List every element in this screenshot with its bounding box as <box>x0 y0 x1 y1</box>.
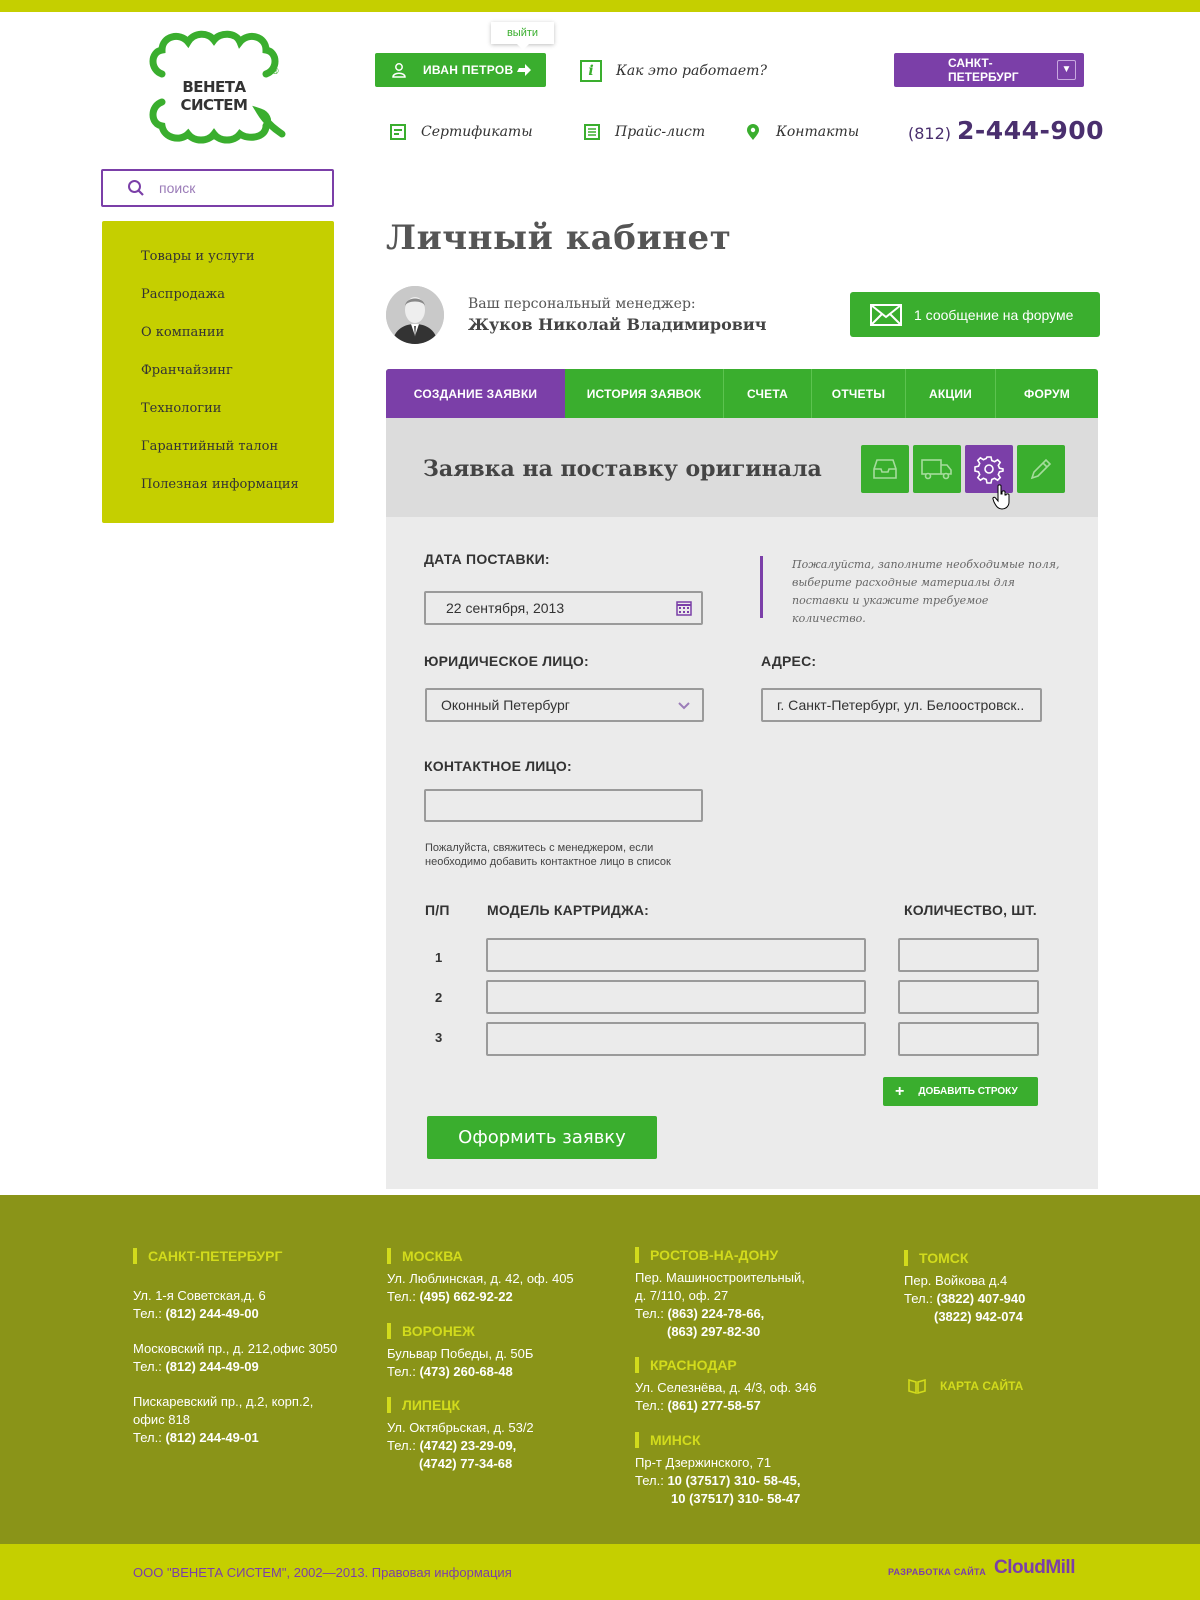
calendar-icon[interactable] <box>676 600 692 616</box>
tab-promotions[interactable]: АКЦИИ <box>906 369 996 418</box>
footer-city-rostov <box>635 1247 805 1341</box>
city-title: МОСКВА <box>387 1248 574 1264</box>
city-title: ЛИПЕЦК <box>387 1397 534 1413</box>
gear-icon <box>974 454 1004 484</box>
user-account-button[interactable] <box>375 53 546 87</box>
nav-label: Прайс-лист <box>615 124 706 140</box>
address-value: г. Санкт-Петербург, ул. Белоостровск.. <box>777 697 1025 713</box>
city-title: САНКТ-ПЕТЕРБУРГ <box>133 1248 337 1264</box>
quantity-input[interactable] <box>898 980 1039 1014</box>
tel-prefix: Тел.: <box>133 1430 162 1445</box>
manager-avatar <box>386 286 444 344</box>
tel-prefix: Тел.: <box>635 1473 664 1488</box>
price-list-icon <box>583 123 601 141</box>
tab-create-order[interactable]: СОЗДАНИЕ ЗАЯВКИ <box>386 369 565 418</box>
tel-number: (812) 244-49-00 <box>165 1306 259 1321</box>
cartridge-model-input[interactable] <box>486 938 866 972</box>
quantity-input-2[interactable] <box>920 989 1037 1005</box>
tel-prefix: Тел.: <box>133 1306 162 1321</box>
envelope-icon <box>870 304 902 326</box>
copyright-legal-link[interactable]: ООО "ВЕНЕТА СИСТЕМ", 2002—2013. Правовая информация <box>133 1565 512 1580</box>
nav-label: Контакты <box>776 124 860 140</box>
phone-code: (812) <box>908 124 952 143</box>
nav-certificates[interactable] <box>389 120 533 144</box>
certificate-icon <box>389 123 407 141</box>
logout-tooltip-button[interactable]: выйти <box>491 22 554 44</box>
office-address <box>133 1393 337 1447</box>
office-address <box>133 1340 337 1376</box>
row-number: 1 <box>435 950 443 965</box>
address-line: д. 7/110, оф. 27 <box>635 1288 729 1303</box>
sidebar-item-sale[interactable]: Распродажа <box>141 287 226 302</box>
tel-prefix: Тел.: <box>904 1291 933 1306</box>
manager-label: Ваш персональный менеджер: <box>468 296 696 312</box>
city-title: РОСТОВ-НА-ДОНУ <box>635 1247 805 1263</box>
delivery-date-field[interactable] <box>424 591 703 625</box>
nav-contacts[interactable] <box>744 120 859 144</box>
manager-name: Жуков Николай Владимирович <box>468 315 767 334</box>
tel-number: 10 (37517) 310- 58-45, <box>667 1473 801 1488</box>
tel-number: (4742) 23-29-09, <box>419 1438 517 1453</box>
city-title: МИНСК <box>635 1432 800 1448</box>
edit-button[interactable] <box>1017 445 1065 493</box>
city-selector[interactable] <box>894 53 1084 87</box>
forum-messages-button[interactable] <box>850 292 1100 337</box>
plus-icon: + <box>895 1082 905 1100</box>
add-row-button[interactable] <box>883 1077 1038 1106</box>
developer-label: РАЗРАБОТКА САЙТА <box>888 1567 986 1577</box>
location-pin-icon <box>744 123 762 141</box>
logout-arrow-icon <box>516 63 532 77</box>
address-line: Ул. 1-я Советская,д. 6 <box>133 1288 266 1303</box>
legal-entity-select[interactable] <box>425 688 704 722</box>
tel-prefix: Тел.: <box>635 1398 664 1413</box>
sidebar-item-about[interactable]: О компании <box>141 325 225 340</box>
quantity-input[interactable] <box>898 938 1039 972</box>
row-number: 3 <box>435 1030 443 1045</box>
address-field[interactable] <box>761 688 1042 722</box>
inbox-icon <box>871 457 899 481</box>
add-row-label: ДОБАВИТЬ СТРОКУ <box>918 1086 1018 1097</box>
contact-person-field[interactable] <box>424 789 703 822</box>
tel-number: (495) 662-92-22 <box>419 1289 513 1304</box>
phone-number: 2-444-900 <box>957 116 1105 145</box>
city-name: САНКТ-ПЕТЕРБУРГ <box>948 56 1019 84</box>
footer-city-moscow <box>387 1248 574 1306</box>
page-title: Личный кабинет <box>386 218 732 258</box>
contact-person-input[interactable] <box>446 798 701 814</box>
logo[interactable] <box>148 30 286 144</box>
contact-note: Пожалуйста, свяжитесь с менеджером, если необходимо добавить контактное лицо в список <box>425 842 671 868</box>
tel-number: (812) 244-49-09 <box>165 1359 259 1374</box>
nav-label: Сертификаты <box>421 124 533 140</box>
quantity-input-3[interactable] <box>920 1031 1037 1047</box>
footer-city-lipetsk <box>387 1397 534 1473</box>
column-quantity-header: КОЛИЧЕСТВО, ШТ. <box>904 902 1037 918</box>
tel-number: (3822) 942-074 <box>934 1309 1023 1324</box>
address-line: Ул. Октябрьская, д. 53/2 <box>387 1420 534 1435</box>
search-icon <box>127 179 145 197</box>
cartridge-model-input[interactable] <box>486 1022 866 1056</box>
tab-reports[interactable]: ОТЧЕТЫ <box>812 369 906 418</box>
city-title: КРАСНОДАР <box>635 1357 816 1373</box>
row-number: 2 <box>435 990 443 1005</box>
delivery-date-value: 22 сентября, 2013 <box>446 600 565 616</box>
delivery-date-label: ДАТА ПОСТАВКИ: <box>424 551 550 567</box>
search-input[interactable] <box>159 180 309 196</box>
delivery-button[interactable] <box>913 445 961 493</box>
cartridge-model-input-2[interactable] <box>508 989 864 1005</box>
address-line: Ул. Селезнёва, д. 4/3, оф. 346 <box>635 1380 817 1395</box>
legal-entity-label: ЮРИДИЧЕСКОЕ ЛИЦО: <box>424 653 589 669</box>
chevron-down-icon <box>678 702 690 710</box>
column-number-header: П/П <box>425 902 450 918</box>
book-icon <box>908 1378 926 1394</box>
address-line: Пискаревский пр., д.2, корп.2, <box>133 1394 314 1409</box>
info-icon: i <box>580 60 602 82</box>
tel-number: 10 (37517) 310- 58-47 <box>671 1491 801 1506</box>
tab-bar <box>386 369 1098 418</box>
forum-button-label: 1 сообщение на форуме <box>914 306 1074 323</box>
delivery-truck-icon <box>920 457 954 481</box>
tel-number: (4742) 77-34-68 <box>419 1456 513 1471</box>
tel-prefix: Тел.: <box>387 1289 416 1304</box>
tab-invoices[interactable]: СЧЕТА <box>724 369 812 418</box>
address-line: Пр-т Дзержинского, 71 <box>635 1455 772 1470</box>
tel-number: (3822) 407-940 <box>936 1291 1026 1306</box>
inbox-button[interactable] <box>861 445 909 493</box>
header-phone <box>908 116 1104 145</box>
address-line: Бульвар Победы, д. 50Б <box>387 1346 534 1361</box>
sidebar-item-franchise[interactable]: Франчайзинг <box>141 363 233 378</box>
search-box[interactable] <box>101 169 334 207</box>
address-line: Ул. Люблинская, д. 42, оф. 405 <box>387 1271 574 1286</box>
tab-forum[interactable]: ФОРУМ <box>1024 386 1070 401</box>
footer-city-krasnodar <box>635 1357 816 1415</box>
quantity-input-1[interactable] <box>920 947 1037 963</box>
address-label: АДРЕС: <box>761 653 817 669</box>
hand-cursor-icon <box>992 484 1012 510</box>
submit-order-button[interactable]: Оформить заявку <box>427 1116 657 1159</box>
user-icon <box>391 62 407 78</box>
form-hint: Пожалуйста, заполните необходимые поля, выберите расходные материалы для поставки и укажите требуемое количество. <box>760 556 1065 618</box>
user-name: ИВАН ПЕТРОВ <box>423 63 514 77</box>
panel-title: Заявка на поставку оригинала <box>423 456 822 482</box>
cartridge-model-input-1[interactable] <box>508 947 864 963</box>
city-title: ТОМСК <box>904 1250 1025 1266</box>
sitemap-label: КАРТА САЙТА <box>940 1379 1024 1393</box>
top-accent-bar <box>0 0 1200 12</box>
legal-entity-value: Оконный Петербург <box>441 697 570 713</box>
developer-logo-link[interactable]: CloudMill <box>994 1557 1075 1578</box>
column-model-header: МОДЕЛЬ КАРТРИДЖА: <box>487 902 650 918</box>
sidebar-menu <box>102 221 334 523</box>
how-it-works-label: Как это работает? <box>616 62 767 79</box>
chevron-down-icon: ▼ <box>1057 60 1076 80</box>
nav-price-list[interactable] <box>583 120 705 144</box>
footer-city-spb <box>133 1248 337 1447</box>
footer-city-minsk <box>635 1432 800 1508</box>
how-it-works-link[interactable] <box>580 58 767 83</box>
footer-city-tomsk <box>904 1250 1025 1326</box>
contact-person-label: КОНТАКТНОЕ ЛИЦО: <box>424 758 572 774</box>
tel-number: (863) 297-82-30 <box>667 1324 761 1339</box>
registered-mark: ® <box>272 66 279 76</box>
tel-prefix: Тел.: <box>635 1306 664 1321</box>
address-line: Пер. Войкова д.4 <box>904 1273 1008 1288</box>
sidebar-item-technology[interactable]: Технологии <box>141 401 222 416</box>
tel-prefix: Тел.: <box>387 1364 416 1379</box>
manager-photo-icon <box>386 286 444 344</box>
pencil-icon <box>1028 456 1054 482</box>
sidebar-item-products[interactable]: Товары и услуги <box>141 249 255 264</box>
tel-number: (812) 244-49-01 <box>165 1430 259 1445</box>
sitemap-link[interactable] <box>908 1378 1023 1394</box>
tel-prefix: Тел.: <box>133 1359 162 1374</box>
tel-number: (473) 260-68-48 <box>419 1364 513 1379</box>
logo-text: ВЕНЕТА СИСТЕМ <box>180 78 248 114</box>
tel-number: (863) 224-78-66, <box>667 1306 765 1321</box>
quantity-input[interactable] <box>898 1022 1039 1056</box>
city-title: ВОРОНЕЖ <box>387 1323 533 1339</box>
tel-prefix: Тел.: <box>387 1438 416 1453</box>
cartridge-model-input-3[interactable] <box>508 1031 864 1047</box>
sidebar-item-useful-info[interactable]: Полезная информация <box>141 477 299 492</box>
office-address <box>133 1287 337 1323</box>
address-line: Пер. Машиностроительный, <box>635 1270 805 1285</box>
tel-number: (861) 277-58-57 <box>667 1398 761 1413</box>
sidebar-item-warranty[interactable]: Гарантийный талон <box>141 439 279 454</box>
tab-order-history[interactable]: ИСТОРИЯ ЗАЯВОК <box>565 369 724 418</box>
footer-city-voronezh <box>387 1323 533 1381</box>
address-line: Московский пр., д. 212,офис 3050 <box>133 1341 338 1356</box>
cartridge-model-input[interactable] <box>486 980 866 1014</box>
address-line: офис 818 <box>133 1412 190 1427</box>
